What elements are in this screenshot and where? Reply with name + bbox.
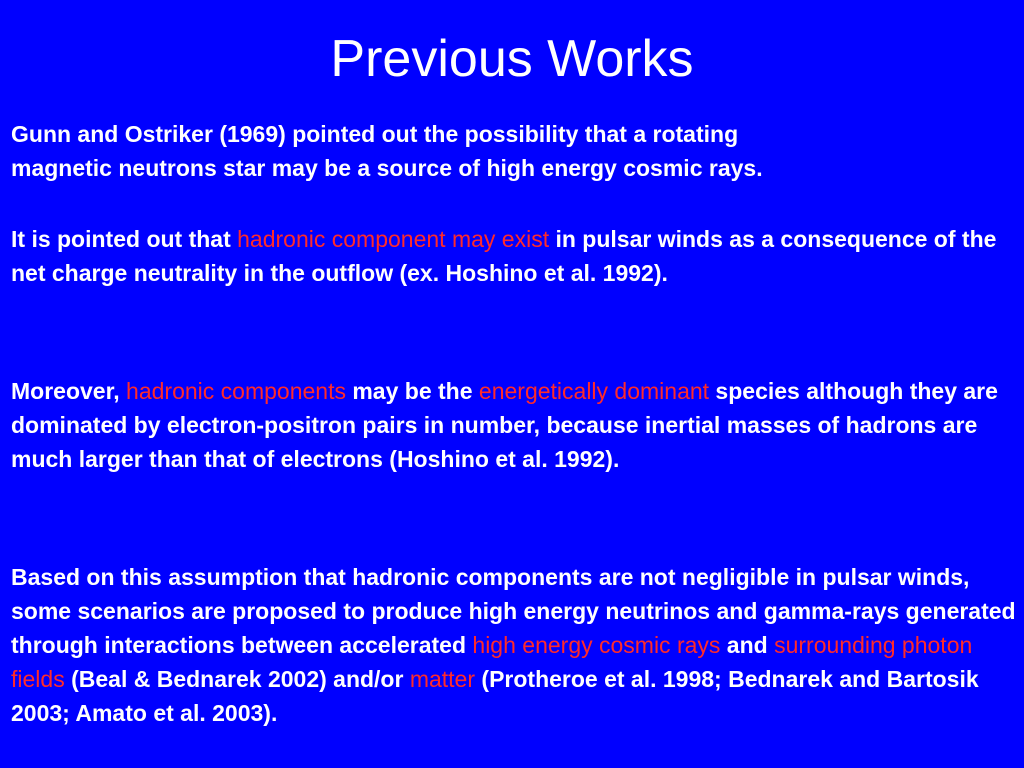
highlight-hadronic-component-may-exist: hadronic component may exist	[237, 226, 550, 252]
highlight-high-energy-cosmic-rays: high energy cosmic rays	[472, 632, 721, 658]
highlight-matter: matter	[409, 666, 476, 692]
paragraph-3-text-3: species although they are dominated by electron-positron pairs in number, because inertial masses of hadrons are much larger than that of electrons (Hoshino et al. 1992).	[11, 378, 998, 472]
highlight-hadronic-components: hadronic components	[126, 378, 346, 404]
slide-title: Previous Works	[330, 30, 694, 88]
paragraph-4-text-4: (Protheroe et al. 1998; Bednarek and Bartosik 2003; Amato et al. 2003).	[11, 666, 979, 726]
paragraph-4-text-3: (Beal & Bednarek 2002) and/or	[64, 666, 410, 692]
paragraph-1-line-2: magnetic neutrons star may be a source of high energy cosmic rays.	[11, 155, 763, 181]
paragraph-2-text-1: It is pointed out that	[11, 226, 238, 252]
paragraph-moreover	[11, 374, 1017, 476]
paragraph-3-text-1: Moreover,	[11, 378, 127, 404]
paragraph-4-text-2: and	[720, 632, 775, 658]
paragraph-gunn-ostriker	[11, 117, 1017, 185]
paragraph-4-text-1: Based on this assumption that hadronic components are not negligible in pulsar winds, some scenarios are proposed to produce high energy neutrinos and gamma-rays generated through interactions between accelerated	[11, 564, 1016, 658]
paragraph-3-text-2: may be the	[345, 378, 479, 404]
highlight-energetically-dominant: energetically dominant	[478, 378, 710, 404]
paragraph-hadronic-component	[11, 222, 1017, 290]
paragraph-2-text-2: in pulsar winds as a consequence of the net charge neutrality in the outflow (ex. Hoshino et al. 1992).	[11, 226, 997, 286]
paragraph-based-on-assumption	[11, 560, 1017, 730]
highlight-surrounding-photon-fields: surrounding photon fields	[11, 632, 973, 692]
paragraph-1-line-1: Gunn and Ostriker (1969) pointed out the possibility that a rotating	[11, 121, 739, 147]
